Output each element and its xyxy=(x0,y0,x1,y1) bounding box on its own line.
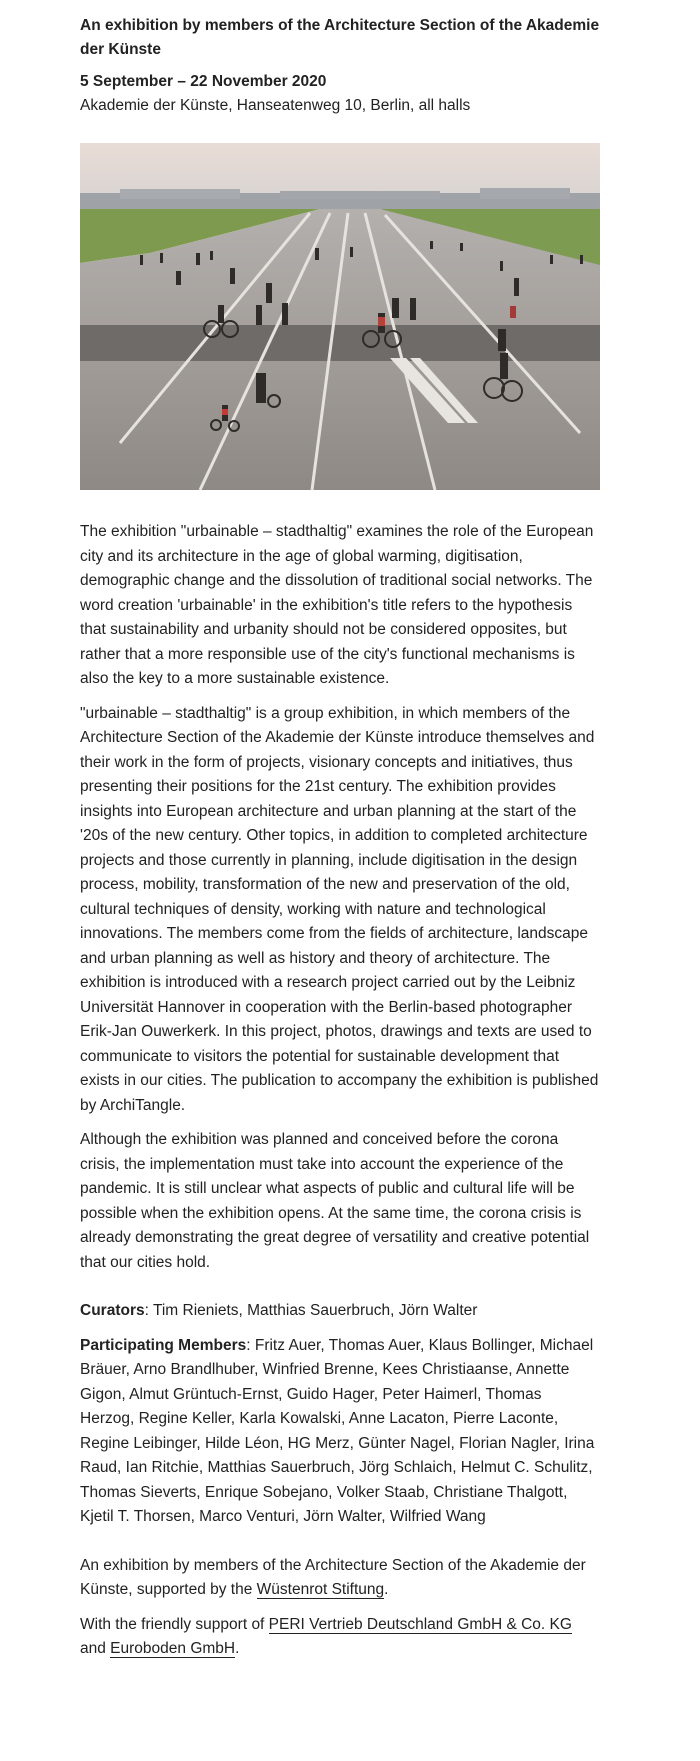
members-names: : Fritz Auer, Thomas Auer, Klaus Bollinger, Michael Bräuer, Arno Brandlhuber, Winfried Brenne, Kees Christiaanse, Annette Gigon, Almut Grüntuch-Ernst, Guido Hager, Peter Haimerl, Thomas Herzog, Regine Keller, Karla Kowalski, Anne Lacaton, Pierre Laconte, Regine Leibinger, Hilde Léon, HG Merz, Günter Nagel, Florian Nagler, Irina Raud, Ian Ritchie, Matthias Sauerbruch, Jörg Schlaich, Helmut C. Schulitz, Thomas Sieverts, Enrique Sobejano, Volker Staab, Christiane Thalgott, Kjetil T. Thorsen, Marco Venturi, Jörn Walter, Wilfried Wang xyxy=(80,1336,595,1525)
curators-label: Curators xyxy=(80,1302,145,1319)
support-line-1 xyxy=(80,1554,600,1603)
support-1-prefix: An exhibition by members of the Architecture Section of the Akademie der Künste, supported by the xyxy=(80,1556,586,1598)
support-2-and: and xyxy=(80,1640,111,1657)
support-line-2 xyxy=(80,1613,600,1662)
members-label: Participating Members xyxy=(80,1336,247,1354)
body-paragraph-2: "urbainable – stadthaltig" is a group exhibition, in which members of the Architecture Section of the Akademie der Künste introduce themselves and their work in the form of projects, visionary concepts and initiatives, thus presenting their positions for the 21st century. The exhibition provides insights into European architecture and urban planning at the start of the '20s of the new century. Other topics, in addition to completed architecture projects and those currently in planning, include digitisation in the design process, mobility, transformation of the new and preservation of the old, cultural techniques of density, working with nature and technological innovations. The members come from the fields of architecture, landscape and urban planning as well as history and theory of architecture. The exhibition is introduced with a research project carried out by the Leibniz Universität Hannover in cooperation with the Berlin-based photographer Erik-Jan Ouwerkerk. In this project, photos, drawings and texts are used to communicate to visitors the potential for sustainable development that exists in our cities. The publication to accompany the exhibition is published by ArchiTangle. xyxy=(80,704,599,1114)
body-paragraph-1: The exhibition "urbainable – stadthaltig" examines the role of the European city and its architecture in the age of global warming, digitisation, demographic change and the dissolution of traditional social networks. The word creation 'urbainable' in the exhibition's title refers to the hypothesis that sustainability and urbanity should not be considered opposites, but rather that a more responsible use of the city's functional mechanisms is also the key to a more sustainable existence. xyxy=(80,523,594,687)
hero-image xyxy=(80,143,600,490)
peri-link[interactable]: PERI Vertrieb Deutschland GmbH & Co. KG xyxy=(268,1615,572,1633)
tempelhof-field-photo-icon xyxy=(80,143,600,490)
support-2-prefix: With the friendly support of xyxy=(80,1615,269,1633)
members-line xyxy=(80,1334,600,1530)
article xyxy=(80,14,600,1662)
curators-names: : Tim Rieniets, Matthias Sauerbruch, Jörn Walter xyxy=(144,1302,478,1319)
euroboden-link[interactable]: Euroboden GmbH xyxy=(110,1640,236,1657)
exhibition-dates: 5 September – 22 November 2020 xyxy=(80,73,327,90)
curators-line xyxy=(80,1299,600,1324)
intro-title: An exhibition by members of the Architecture Section of the Akademie der Künste xyxy=(80,17,600,58)
support-1-suffix: . xyxy=(384,1581,389,1598)
exhibition-venue: Akademie der Künste, Hanseatenweg 10, Berlin, all halls xyxy=(80,97,471,114)
support-2-suffix: . xyxy=(235,1640,240,1657)
wuestenrot-stiftung-link[interactable]: Wüstenrot Stiftung xyxy=(256,1581,385,1598)
body-paragraph-3: Although the exhibition was planned and conceived before the corona crisis, the implementation must take into account the experience of the pandemic. It is still unclear what aspects of public and cultural life will be possible when the exhibition opens. At the same time, the corona crisis is already demonstrating the great degree of versatility and creative potential that our cities hold. xyxy=(80,1131,590,1271)
